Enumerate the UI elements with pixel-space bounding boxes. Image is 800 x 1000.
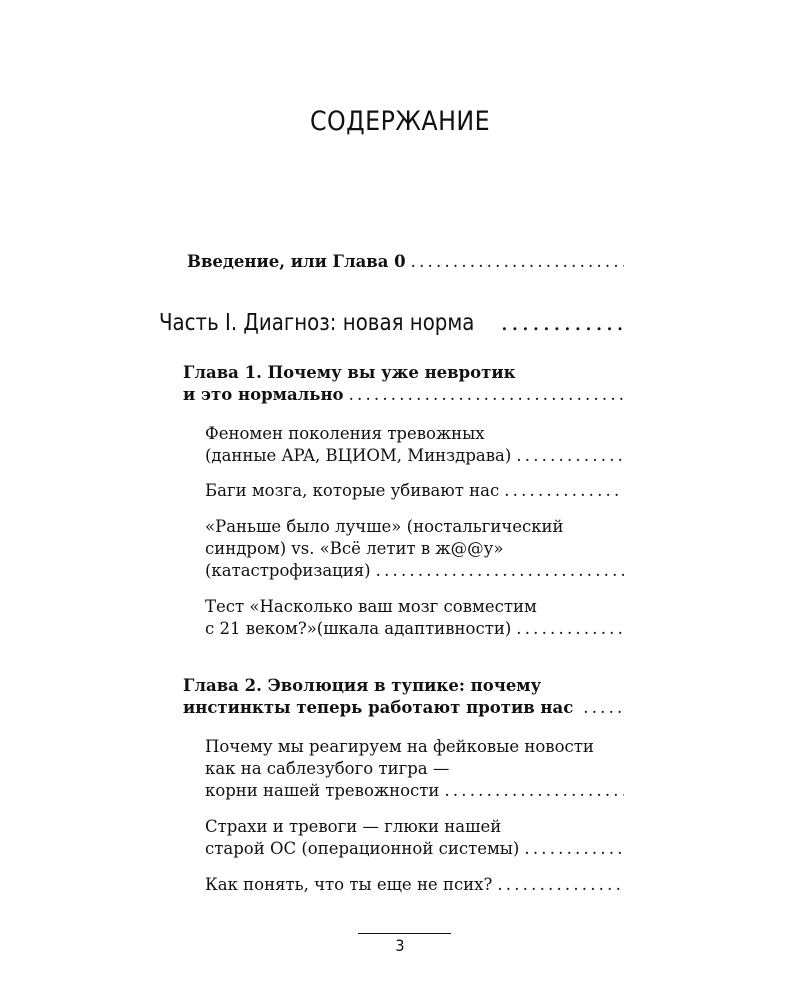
leader-dots [524, 838, 624, 860]
toc-entry-line: Тест «Насколько ваш мозг совместим [205, 597, 537, 616]
toc-entry-line: (катастрофизация) [205, 561, 371, 580]
leader-dots [497, 874, 624, 896]
toc-entry-line: как на саблезубого тигра — [205, 759, 450, 778]
leader-dots [501, 309, 624, 337]
toc-entry-line: Как понять, что ты еще не псих? [205, 875, 493, 894]
leader-dots [411, 251, 624, 273]
toc-entry-section [205, 736, 624, 802]
leader-dots [583, 697, 624, 719]
toc-entry-section [205, 596, 624, 640]
toc-entry-line: инстинкты теперь работают против нас [183, 698, 574, 717]
toc-entry-line: Феномен поколения тревожных [205, 424, 485, 443]
page-title: СОДЕРЖАНИЕ [309, 106, 491, 137]
toc-entry-line: с 21 веком?»(шкала адаптивности) [205, 619, 512, 638]
leader-dots [444, 780, 624, 802]
toc-entry-introduction [187, 251, 624, 273]
leader-dots [516, 445, 624, 467]
toc-entry-line: синдром) vs. «Всё летит в ж@@у» [205, 539, 504, 558]
toc-entry-line: и это нормально [183, 385, 344, 404]
toc-entry-line: корни нашей тревожности [205, 781, 440, 800]
leader-dots [516, 618, 624, 640]
toc-entry-line: «Раньше было лучше» (ностальгический [205, 517, 564, 536]
leader-dots [376, 560, 624, 582]
toc-entry-line: Глава 1. Почему вы уже невротик [183, 363, 516, 382]
toc-entry-chapter-1 [183, 362, 624, 406]
toc-entry-section [205, 874, 624, 896]
toc-entry-section [205, 816, 624, 860]
footer-rule [358, 933, 451, 934]
toc-entry-line: Страхи и тревоги — глюки нашей [205, 817, 502, 836]
leader-dots [504, 480, 624, 502]
toc-entry-section [205, 480, 624, 502]
toc-entry-line: Баги мозга, которые убивают нас [205, 481, 500, 500]
toc-entry-chapter-2 [183, 675, 624, 719]
toc-entry-section [205, 423, 624, 467]
toc-entry-line: Глава 2. Эволюция в тупике: почему [183, 676, 542, 695]
toc-entry-line: старой ОС (операционной системы) [205, 839, 520, 858]
toc-entry-line: (данные APA, ВЦИОМ, Минздрава) [205, 446, 512, 465]
toc-entry-text: Часть I. Диагноз: новая норма [159, 310, 475, 336]
page-number: 3 [395, 936, 405, 955]
toc-entry-text: Введение, или Глава 0 [187, 252, 406, 271]
toc-entry-section [205, 516, 624, 582]
leader-dots [349, 384, 624, 406]
toc-entry-part-1 [159, 309, 624, 337]
toc-entry-line: Почему мы реагируем на фейковые новости [205, 737, 594, 756]
